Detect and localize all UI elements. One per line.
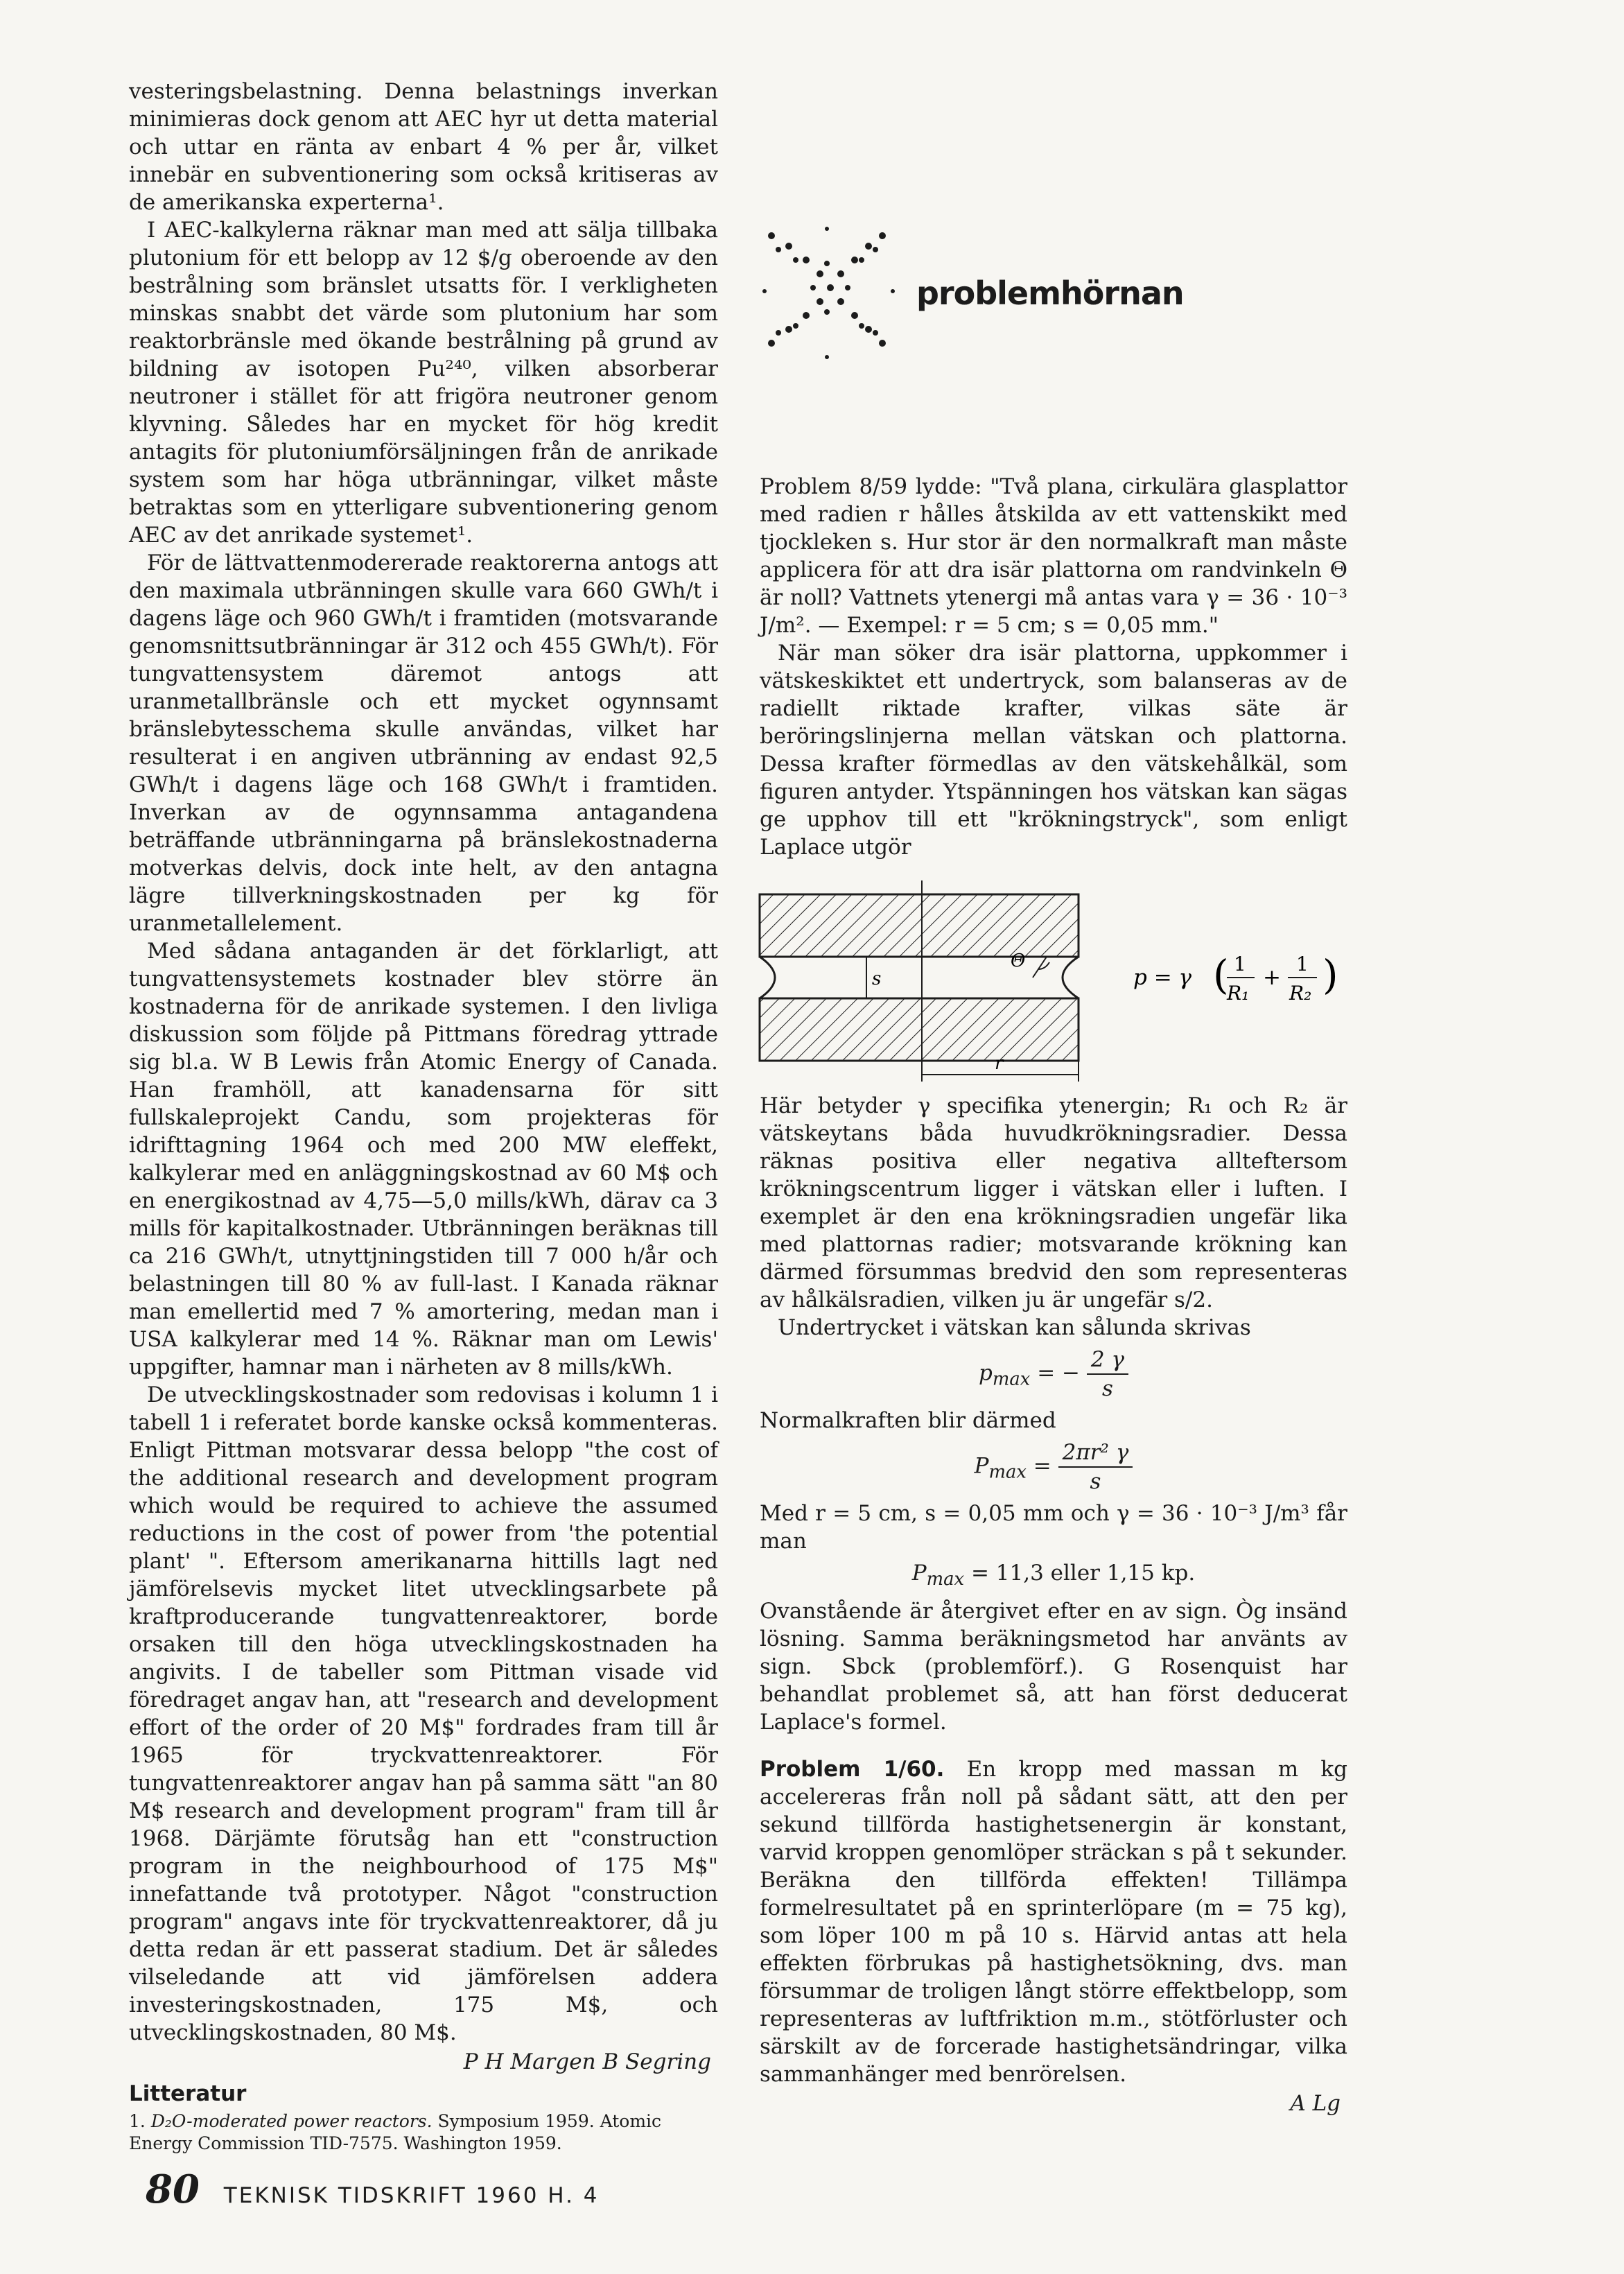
paragraph: För de lättvattenmodererade reaktorerna antogs att den maximala utbränningen skulle vara 660 GWh/t i dagens läge och 960 GWh/t i framtiden (motsvarande genomsnittsutbränningar är 312 och 455 GWh/t). För tungvattensystem däremot antogs att uranmetallbränsle och ett mycket ogynnsamt bränslebytesschema skulle användas, vilket har resulterat i en angiven utbränning av endast 92,5 GWh/t i dagens läge och 168 GWh/t i framtiden. Inverkan av de ogynnsamma antagandena beträffande utbränningarna på bränslekostnaderna motverkas delvis, dock inte helt, av den antagna lägre tillverkningskostnaden per kg för uranmetallelement. [129,550,718,936]
problem-1-60 [760,1755,1347,2088]
bottom-plate [760,998,1079,1061]
paragraph: Ovanstående är återgivet efter en av sign. Òg insänd lösning. Samma beräkningsmetod har använts av sign. Sbck (problemförf.). G Rosenquist har behandlat problemet så, att han först deducerat Laplace's formel. [760,1599,1347,1735]
paragraph: Normalkraften blir därmed [760,1408,1056,1433]
Pmax-formula: $P_{max}$ = $\frac{\text{2πr² γ}}{s}$ [760,1439,1347,1495]
page-number: 80 [146,2167,200,2212]
paragraph: Här betyder γ specifika ytenergin; R₁ och R₂ är vätskeytans båda huvudkrökningsradier. Dessa räknas positiva eller negativa allteftersom krökningscentrum ligger i vätskan eller i luften. I exemplet är den ena krökningsradien ungefär lika med plattornas radier; motsvarande krökning kan därmed försummas bredvid den som representeras av hålkälsradien, vilken ju är ungefär s/2. [760,1093,1347,1312]
top-plate [760,894,1079,957]
svg-text:(: ( [1213,951,1229,998]
paragraph: De utvecklingskostnader som redovisas i kolumn 1 i tabell 1 i referatet borde kanske också kommenteras. Enligt Pittman motsvarar dessa belopp "the cost of the additional research and development program which would be required to achieve the assumed reductions in the cost of power from 'the potential plant' ". Eftersom amerikanarna hittills lagt ned jämförelsevis mycket litet utvecklingsarbete på kraftproducerande tungvattenreaktorer, borde orsaken till den höga utvecklingskostnaden ha angivits. I de tabeller som Pittman visade vid föredraget angav han, att "research and development effort of the order of 20 M$" fordrades fram till år 1965 för tryckvattenreaktorer. För tungvattenreaktorer angav han på samma sätt "an 80 M$ research and development program" fram till år 1968. Därjämte förutsåg han ett "construction program in the neighbourhood of 175 M$" innefattande två prototyper. Något "construction program" angavs inte för tryckvattenreaktorer, då ju detta redan är ett passerat stadium. Det är således vilseledande att vid jämförelsen addera investeringskostnaden, 175 M$, och utvecklingskostnaden, 80 M$. [129,1382,718,2045]
paragraph: I AEC-kalkylerna räknar man med att sälja tillbaka plutonium för ett belopp av 12 $/g oberoende av den bestrålning som bränslet utsatts för. I verkligheten minskas snabbt det värde som plutonium har som reaktorbränsle med ökande bestrålning på grund av bildning av isotopen Pu²⁴⁰, vilken absorberar neutroner i stället för att frigöra neutroner genom klyvning. Således har en mycket för hög kredit antagits för plutoniumförsäljningen från de anrikade system som har höga utbränningar, vilket måste betraktas som en ytterligare subventionering genom AEC av det anrikade systemet¹. [129,218,718,548]
reference-title: D₂O-moderated power reactors. [150,2111,433,2131]
paragraph: vesteringsbelastning. Denna belastnings inverkan minimieras dock genom att AEC hyr ut detta material och uttar en ränta av enbart 4 % per år, vilket innebär en subventionering som också kritiseras av de amerikanska experterna¹. [129,79,718,215]
capillary-figure [756,880,1365,1088]
frac2-den: R₂ [1289,982,1312,1005]
reference-details: Symposium 1959. Atomic Energy Commission TID-7575. Washington 1959. [129,2111,662,2153]
frac1-den: R₁ [1227,982,1250,1005]
pmax-formula: $p_{max}$ = − $\frac{2 \gamma}{s}$ [760,1346,1347,1403]
paragraph: Med sådana antaganden är det förklarligt, att tungvattensystemets kostnader blev större än kostnaderna för de anrikade systemen. I den livliga diskussion som följde på Pittmans föredrag yttrade sig bl.a. W B Lewis från Atomic Energy of Canada. Han framhöll, att kanadensarna för sitt fullskaleprojekt Candu, som projekteras för idrifttagning 1964 och med 200 MW eleffekt, kalkylerar med en anläggningskostnad av 60 M$ och en energikostnad av 4,75—5,0 mills/kWh, därav ca 3 mills för kapitalkostnader. Utbränningen beräknas till ca 216 GWh/t, utnyttjningstiden till 7 000 h/år och belastningen till 80 % av full-last. I Kanada räknar man emellertid med 7 % amortering, medan man i USA kalkylerar med 14 %. Räknar man om Lewis' uppgifter, hamnar man i närheten av 8 mills/kWh. [129,939,718,1380]
svg-text:+: + [1263,965,1281,990]
r-label: r [995,1053,1004,1074]
svg-text:): ) [1322,951,1338,998]
paragraph: När man söker dra isär plattorna, uppkommer i vätskeskiktet ett undertryck, som balanseras av de radiellt riktade krafter, vilkas säte är beröringslinjerna mellan vätskan och plattorna. Dessa krafter förmedlas av den vätskehålkäl, som figuren antyder. Ytspänningen hos vätskan kan sägas ge upphov till ett "krökningstryck", som enligt Laplace utgör [760,641,1347,860]
problem-1-60-heading: Problem 1/60. [760,1757,945,1782]
paragraph: Undertrycket i vätskan kan sålunda skrivas [778,1315,1251,1340]
left-meniscus [760,957,775,998]
frac2-num: 1 [1296,953,1309,975]
result-formula: $P_{max} = 11,3$ eller 1,15 kp. [911,1561,1196,1590]
left-column [129,78,718,2155]
paragraph: Med r = 5 cm, s = 0,05 mm och γ = 36 · 10⁻³ J/m³ får man [760,1501,1347,1554]
section-title: problemhörnan [916,275,1184,312]
problem-statement: Problem 8/59 lydde: "Två plana, cirkulära glasplattor med radien r hålles åtskilda av ett vattenskikt med tjockleken s. Hur stor är den normalkraft man måste applicera för att dra isär plattorna om randvinkeln Θ är noll? Vattnets ytenergi må antas vara γ = 36 · 10⁻³ J/m². — Exempel: r = 5 cm; s = 0,05 mm." [760,474,1347,638]
laplace-lhs: p = γ [1133,965,1192,990]
right-meniscus [1063,957,1079,998]
journal-name: TEKNISK TIDSKRIFT 1960 H. 4 [223,2183,600,2208]
page-footer [146,2167,600,2212]
s-label: s [872,969,882,989]
literature-heading: Litteratur [129,2081,247,2106]
problem-1-60-text: En kropp med massan m kg accelereras från noll på sådant sätt, att den per sekund tillförda hastighetsenergin är konstant, varvid kroppen genomlöper sträckan s på t sekunder. Beräkna den tillförda effekten! Tillämpa formelresultatet på en sprinterlöpare (m = 75 kg), som löper 100 m på 10 s. Härvid antas att hela effekten förbrukas på hastighetsökning, dvs. man försummar de troligen långt större effektbelopp, som representeras av luftfriktion m.m., stötförluster och särskilt av de forcerade hastighetsändringar, vilka sammanhänger med benrörelsen. [760,1757,1347,2088]
article-signature: P H Margen B Segring [463,2049,711,2074]
problem-corner-logo-icon [758,222,903,367]
reference-number: 1. [129,2111,146,2131]
problem-8-59-solution [760,1092,1347,2117]
problem-8-59 [760,473,1347,861]
theta-label: Θ [1011,951,1026,971]
literature-reference [129,2110,718,2155]
problem-signature: A Lg [1290,2091,1341,2117]
frac1-num: 1 [1234,953,1246,975]
